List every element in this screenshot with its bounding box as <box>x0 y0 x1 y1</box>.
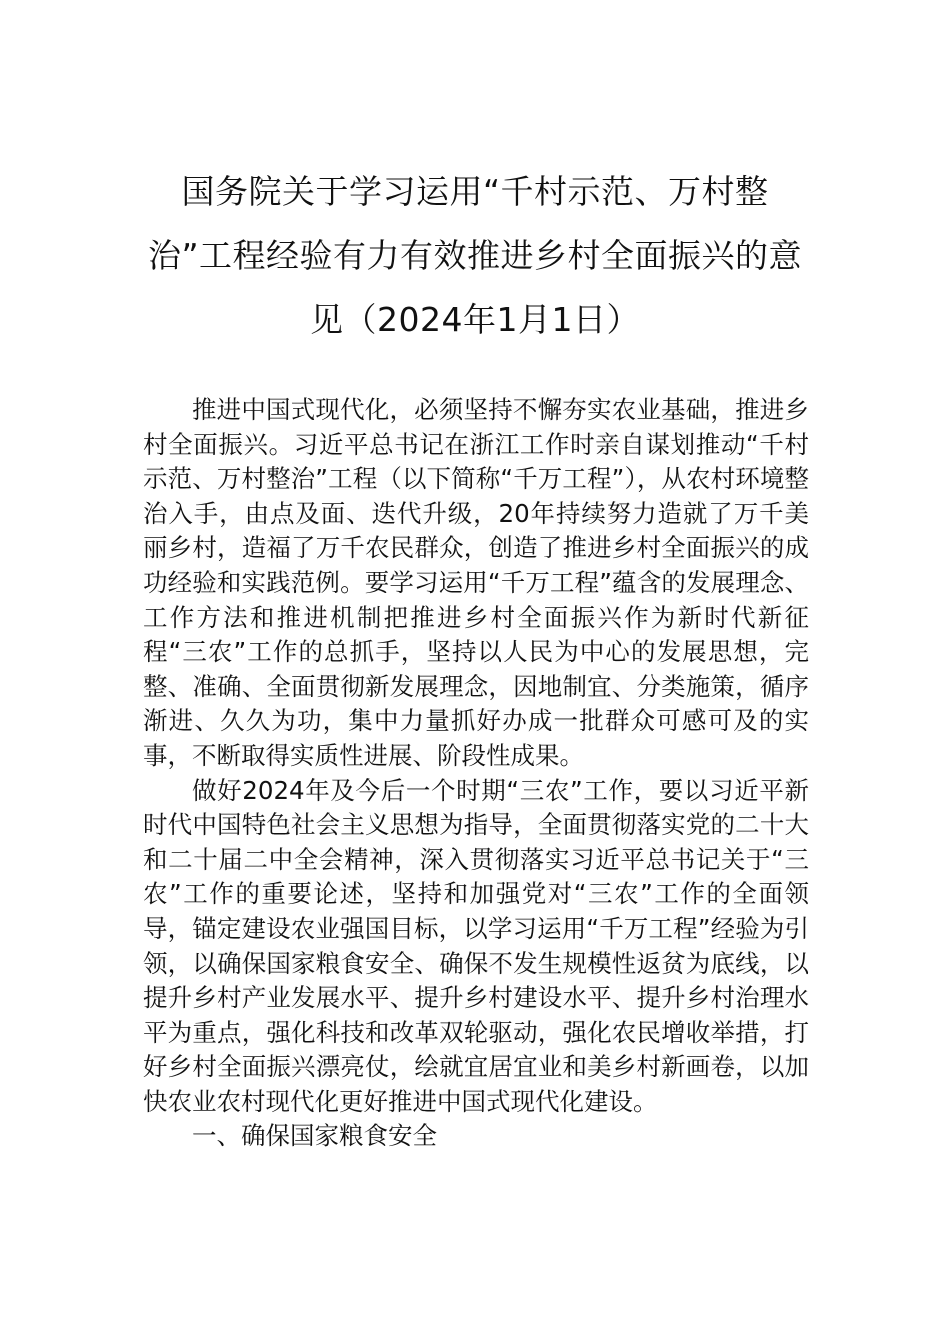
section-heading: 一、确保国家粮食安全 <box>192 1121 437 1151</box>
paragraph-2: 做好2024年及今后一个时期“三农”工作，要以习近平新时代中国特色社会主义思想为指导，全面贯彻落实党的二十大和二十届二中全会精神，深入贯彻落实习近平总书记关于“三农”工作的重要论述，坚持和加强党对“三农”工作的全面领导，锚定建设农业强国目标，以学习运用“千万工程”经验为引领，以确保国家粮食安全、确保不发生规模性返贫为底线，以提升乡村产业发展水平、提升乡村建设水平、提升乡村治理水平为重点，强化科技和改革双轮驱动，强化农民增收举措，打好乡村全面振兴漂亮仗，绘就宜居宜业和美乡村新画卷，以加快农业农村现代化更好推进中国式现代化建设。 <box>143 775 809 1116</box>
document-title: 国务院关于学习运用“千村示范、万村整治”工程经验有力有效推进乡村全面振兴的意见（2024年1月1日） <box>147 172 803 339</box>
paragraph-1: 推进中国式现代化，必须坚持不懈夯实农业基础，推进乡村全面振兴。习近平总书记在浙江工作时亲自谋划推动“千村示范、万村整治”工程（以下简称“千万工程”），从农村环境整治入手，由点及面、迭代升级，20年持续努力造就了万千美丽乡村，造福了万千农民群众，创造了推进乡村全面振兴的成功经验和实践范例。要学习运用“千万工程”蕴含的发展理念、工作方法和推进机制把推进乡村全面振兴作为新时代新征程“三农”工作的总抓手，坚持以人民为中心的发展思想，完整、准确、全面贯彻新发展理念，因地制宜、分类施策，循序渐进、久久为功，集中力量抓好办成一批群众可感可及的实事，不断取得实质性进展、阶段性成果。 <box>143 395 809 770</box>
document-body <box>143 393 809 1154</box>
